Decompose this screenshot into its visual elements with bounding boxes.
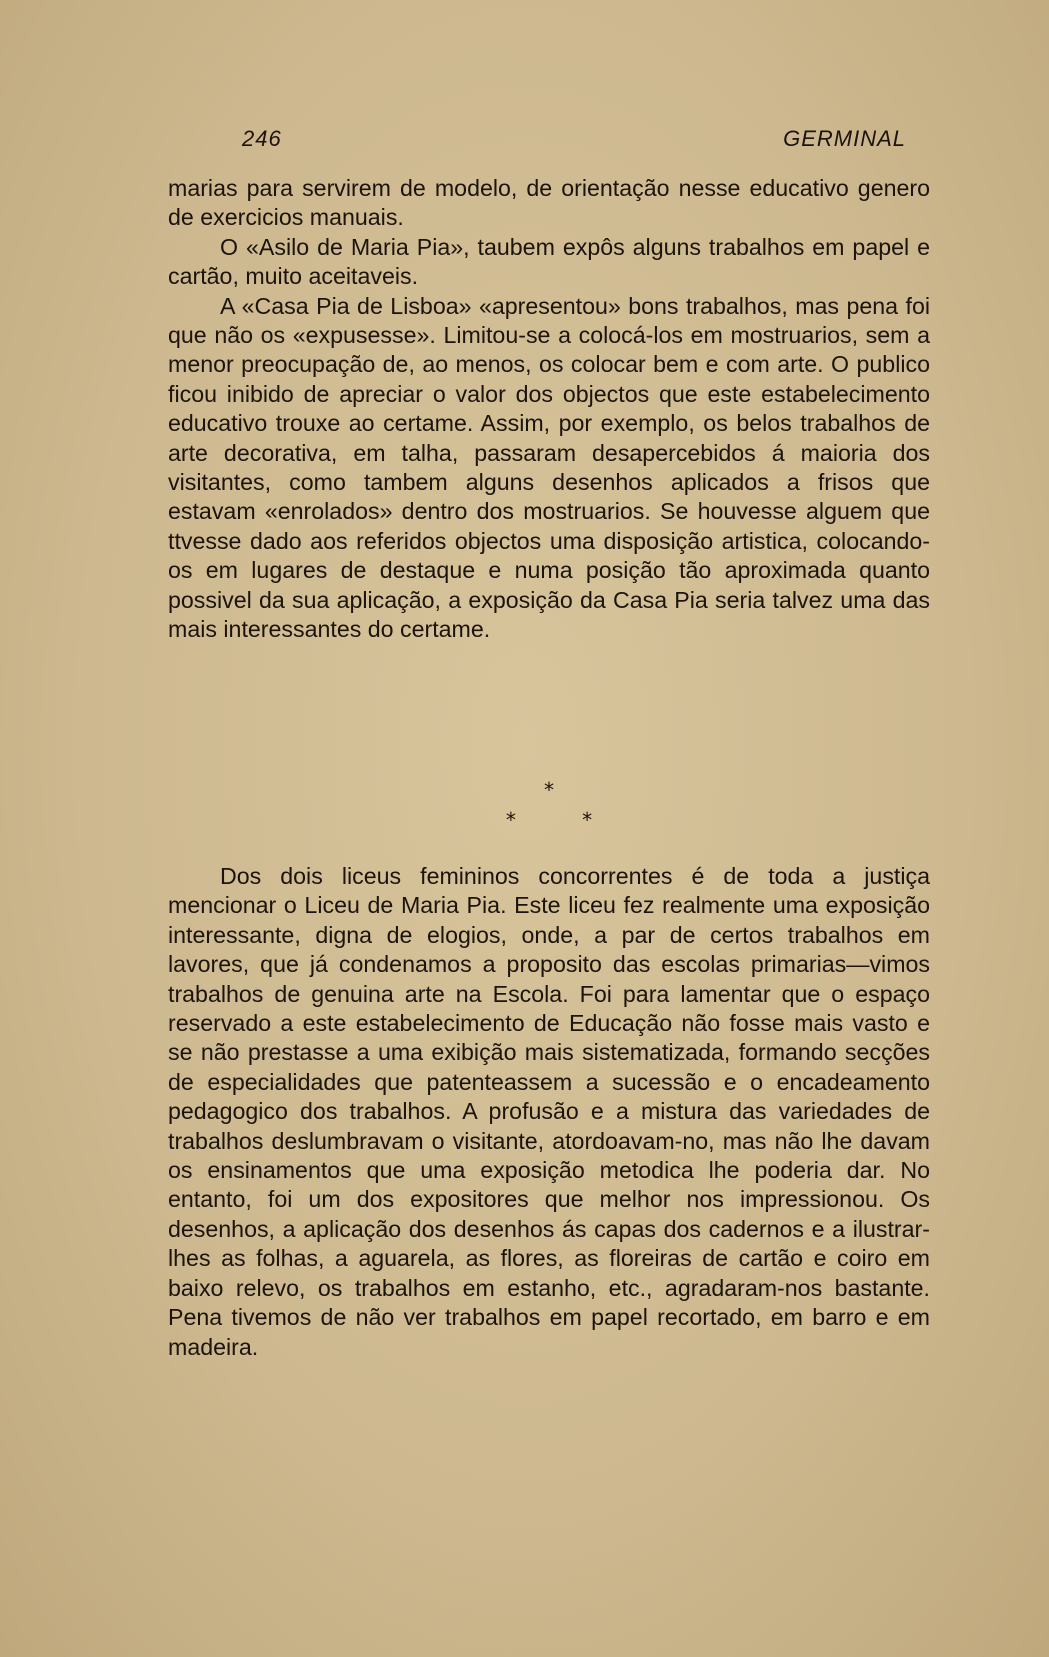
paragraph-asilo-maria-pia: O «Asilo de Maria Pia», taubem expôs alguns trabalhos em papel e cartão, muito aceitaveis. [168, 233, 930, 290]
page-number: 246 [242, 126, 282, 151]
paragraph-continuation: marias para servirem de modelo, de orientação nesse educativo genero de exercicios manuais. [168, 175, 930, 231]
asterism-bottom: * * [505, 808, 623, 832]
journal-title: GERMINAL [783, 126, 906, 151]
text-block-top [168, 174, 930, 645]
paragraph-liceus-femininos: Dos dois liceus femininos concorrentes é de toda a justiça mencionar o Liceu de Maria Pia. Este liceu fez realmente uma exposição interessante, digna de elogios, onde, a par de certos trabalhos em lavores, que já condenamos a proposito das escolas primarias—vimos trabalhos de genuina arte na Escola. Foi para lamentar que o espaço reservado a este estabelecimento de Educação não fosse mais vasto e se não prestasse a uma exibição mais sistematizada, formando secções de especialidades que patenteassem a sucessão e o encadeamento pedagogico dos trabalhos. A profusão e a mistura das variedades de trabalhos deslumbravam o visitante, atordoavam-no, mas não lhe davam os ensinamentos que uma exposição metodica lhe poderia dar. No entanto, foi um dos expositores que melhor nos impressionou. Os desenhos, a aplicação dos desenhos ás capas dos cadernos e a ilustrar-lhes as folhas, a aguarela, as flores, as floreiras de cartão e coiro em baixo relevo, os trabalhos em estanho, etc., agradaram-nos bastante. Pena tivemos de não ver trabalhos em papel recortado, em barro e em madeira. [168, 863, 930, 1360]
running-header [242, 126, 906, 166]
text-block-bottom [168, 862, 930, 1362]
paragraph-casa-pia: A «Casa Pia de Lisboa» «apresentou» bons trabalhos, mas pena foi que não os «expusesse». Limitou-se a colocá-los em mostruarios, sem a menor preocupação de, ao menos, os colocar bem e com arte. O publico ficou inibido de apreciar o valor dos objectos que este estabelecimento educativo trouxe ao certame. Assim, por exemplo, os belos trabalhos de arte decorativa, em talha, passaram desapercebidos á maioria dos visitantes, como tambem alguns desenhos aplicados a frisos que estavam «enrolados» dentro dos mostruarios. Se houvesse alguem que ttvesse dado aos referidos objectos uma disposição artistica, colocando-os em lugares de destaque e numa posição tão aproximada quanto possivel da sua aplicação, a exposição da Casa Pia seria talvez uma das mais interessantes do certame. [168, 292, 930, 643]
asterism-top: * [544, 778, 554, 802]
